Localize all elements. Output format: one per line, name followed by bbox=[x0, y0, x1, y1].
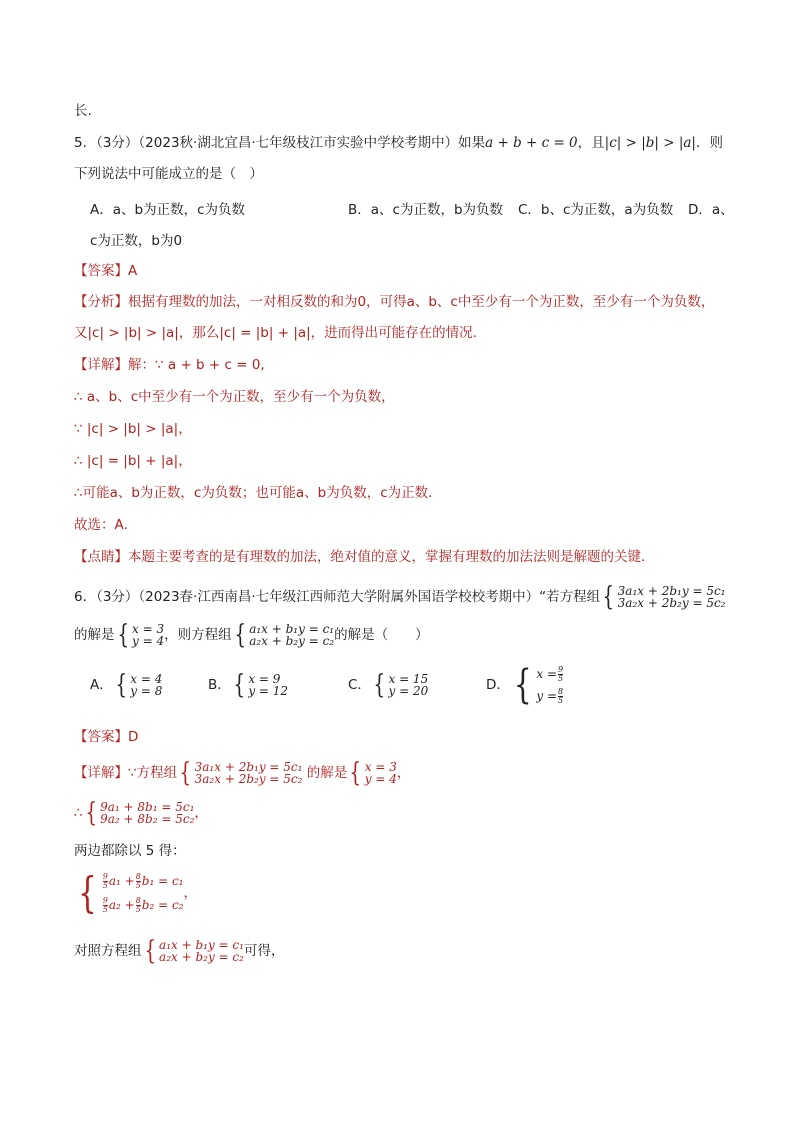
q5-option-c: C．b、c为正数，a为负数 bbox=[518, 202, 674, 218]
q6-answer bbox=[74, 728, 138, 746]
q6-option-d-y-frac bbox=[558, 688, 563, 705]
q5-analysis bbox=[74, 293, 714, 311]
q6-option-d-y-lhs: y = bbox=[536, 689, 558, 703]
q6-option-a bbox=[90, 668, 162, 702]
q5-option-b: B．a、c为正数，b为负数 bbox=[348, 202, 504, 218]
q6-step3-eq1 bbox=[102, 869, 184, 893]
detail-tag: 【详解】 bbox=[74, 357, 128, 373]
q5-comment-text: 本题主要考查的是有理数的加法，绝对值的意义，掌握有理数的加法法则是解题的关键． bbox=[128, 549, 655, 565]
q6-stem bbox=[74, 580, 725, 614]
q6-eq-b2: a₂x + b₂y = c₂ bbox=[249, 634, 335, 648]
brace-icon: { bbox=[85, 798, 97, 828]
eq-part: a₂ + bbox=[108, 898, 135, 912]
brace-icon: { bbox=[78, 868, 97, 917]
q6-eq-b1: a₁x + b₁y = c₁ bbox=[249, 622, 335, 636]
q6-given-solution bbox=[115, 622, 165, 648]
q6-stem-line2 bbox=[74, 618, 429, 652]
q5-comment bbox=[74, 548, 655, 566]
q6-detail bbox=[74, 756, 410, 790]
q6-option-d-x-lhs: x = bbox=[536, 667, 557, 681]
q5-analysis-line2: 又|c| > |b| > |a|，那么|c| = |b| + |a|，进而得出可能存在的情况． bbox=[74, 325, 487, 341]
q5-analysis-line1: 根据有理数的加法，一对相反数的和为0，可得a、b、c中至少有一个为正数，至少有一个为负数， bbox=[128, 294, 715, 310]
q6-detail-solx: x = 3 bbox=[364, 760, 397, 774]
frac bbox=[103, 873, 108, 890]
frac-num: 8 bbox=[558, 687, 564, 696]
frac bbox=[136, 873, 141, 890]
q6-line2a: 的解是 bbox=[74, 627, 115, 643]
q6-option-d bbox=[486, 660, 564, 710]
therefore-symbol: ∴ bbox=[74, 805, 83, 821]
q6-compare-eq2: a₂x + b₂y = c₂ bbox=[159, 950, 244, 964]
q5-mid: ，且 bbox=[577, 135, 605, 151]
q6-option-d-x bbox=[536, 663, 564, 685]
q6-detail-soly: y = 4 bbox=[364, 772, 397, 786]
eq-part: b₁ = c₁ bbox=[141, 874, 184, 888]
q5-cond1: a + b + c = 0 bbox=[485, 135, 578, 151]
frac-num: 8 bbox=[135, 896, 141, 905]
detail-tag: 【详解】 bbox=[74, 765, 128, 781]
frac-num: 9 bbox=[102, 872, 108, 881]
brace-icon: { bbox=[349, 758, 362, 788]
q6-eq-a2: 3a₂x + 2b₂y = 5c₂ bbox=[617, 596, 726, 610]
comment-tag: 【点睛】 bbox=[74, 549, 128, 565]
brace-icon: { bbox=[513, 662, 532, 708]
q6-step2-eq2: 9a₂ + 8b₂ = 5c₂ bbox=[100, 812, 195, 826]
q6-line2c: 的解是（ ） bbox=[334, 627, 429, 643]
brace-icon: { bbox=[234, 620, 246, 650]
q5-cond2: |c| > |b| > |a| bbox=[604, 135, 696, 151]
q6-option-d-x-frac bbox=[558, 666, 563, 683]
q6-compare bbox=[74, 934, 284, 968]
eq-part: a₁ + bbox=[108, 874, 135, 888]
brace-icon: { bbox=[233, 670, 245, 700]
q6-compare-end: 可得， bbox=[243, 943, 285, 959]
frac bbox=[136, 897, 141, 914]
brace-icon: { bbox=[179, 758, 192, 788]
prev-tail: 长. bbox=[74, 103, 92, 119]
frac bbox=[103, 897, 108, 914]
q6-compare-eq1: a₁x + b₁y = c₁ bbox=[159, 938, 244, 952]
q6-step3 bbox=[74, 868, 197, 918]
q6-option-d-y bbox=[536, 685, 564, 707]
q6-step3-comma: ， bbox=[183, 885, 197, 901]
q5-stem-text: 5．（3分）（2023秋·湖北宜昌·七年级枝江市实验中学校考期中）如果 bbox=[74, 135, 486, 151]
q6-detail-end: ， bbox=[396, 765, 411, 781]
q6-option-a-y: y = 8 bbox=[130, 684, 163, 698]
q6-step2-comma: ， bbox=[194, 805, 208, 821]
q5-detail bbox=[74, 356, 265, 374]
brace-icon: { bbox=[602, 582, 615, 612]
frac-den: 5 bbox=[102, 881, 108, 890]
q6-step2-eq1: 9a₁ + 8b₁ = 5c₁ bbox=[100, 800, 195, 814]
q5-answer bbox=[74, 262, 137, 280]
frac-den: 5 bbox=[558, 674, 564, 683]
frac-den: 5 bbox=[558, 696, 564, 705]
q6-option-b-label: B． bbox=[208, 677, 231, 693]
frac-den: 5 bbox=[102, 905, 108, 914]
answer-tag: 【答案】 bbox=[74, 729, 128, 745]
q6-line2b: ，则方程组 bbox=[164, 627, 232, 643]
q6-option-a-label: A． bbox=[90, 677, 113, 693]
q5-detail-line5: ∴可能a、b为正数，c为负数；也可能a、b为负数，c为正数． bbox=[74, 485, 442, 501]
q6-sol-y: y = 4 bbox=[132, 634, 165, 648]
frac-den: 5 bbox=[135, 881, 141, 890]
q6-eq-a1: 3a₁x + 2b₁y = 5c₁ bbox=[617, 584, 726, 598]
q6-detail-pre: ∵方程组 bbox=[128, 765, 178, 781]
q5-answer-value: A bbox=[128, 263, 138, 279]
q6-compare-pre: 对照方程组 bbox=[74, 943, 142, 959]
analysis-tag: 【分析】 bbox=[74, 294, 128, 310]
q6-divide: 两边都除以 5 得： bbox=[74, 843, 186, 859]
q5-option-a: A．a、b为正数，c为负数 bbox=[90, 202, 245, 218]
brace-icon: { bbox=[373, 670, 386, 700]
q5-choose: 故选：A． bbox=[74, 517, 138, 533]
q6-step3-eq2 bbox=[102, 893, 184, 917]
brace-icon: { bbox=[115, 670, 127, 700]
q6-answer-value: D bbox=[128, 729, 139, 745]
q6-detail-eq2: 3a₂x + 2b₂y = 5c₂ bbox=[194, 772, 303, 786]
q5-option-d: D．a、 bbox=[688, 202, 734, 218]
q6-detail-eq1: 3a₁x + 2b₁y = 5c₁ bbox=[194, 760, 303, 774]
q6-option-c-x: x = 15 bbox=[388, 672, 429, 686]
q6-option-c-label: C． bbox=[348, 677, 371, 693]
q6-sol-x: x = 3 bbox=[132, 622, 165, 636]
q5-stem-line2: 下列说法中可能成立的是（ ） bbox=[74, 166, 263, 182]
frac-num: 9 bbox=[102, 896, 108, 905]
answer-tag: 【答案】 bbox=[74, 263, 128, 279]
frac-den: 5 bbox=[135, 905, 141, 914]
q6-option-b bbox=[208, 668, 288, 702]
q6-option-b-x: x = 9 bbox=[248, 672, 281, 686]
q6-option-c bbox=[348, 668, 428, 702]
q6-option-b-y: y = 12 bbox=[248, 684, 289, 698]
brace-icon: { bbox=[116, 620, 129, 650]
q5-detail-line2: ∴ a、b、c中至少有一个为正数，至少有一个为负数， bbox=[74, 389, 395, 405]
q6-detail-mid: 的解是 bbox=[302, 765, 348, 781]
q5-detail-line1: 解：∵ a + b + c = 0, bbox=[128, 357, 265, 373]
q5-end: ．则 bbox=[696, 135, 723, 151]
frac-num: 9 bbox=[558, 665, 564, 674]
q6-option-c-y: y = 20 bbox=[388, 684, 429, 698]
q6-system-b bbox=[232, 622, 334, 648]
q5-stem bbox=[74, 134, 723, 152]
q6-option-d-label: D． bbox=[486, 677, 510, 693]
frac-num: 8 bbox=[135, 872, 141, 881]
q6-option-a-x: x = 4 bbox=[130, 672, 163, 686]
q5-detail-line4: ∴ |c| = |b| + |a|， bbox=[74, 453, 192, 469]
brace-icon: { bbox=[143, 936, 156, 966]
eq-part: b₂ = c₂ bbox=[141, 898, 184, 912]
q6-step2 bbox=[74, 796, 208, 830]
q5-option-d-cont: c为正数，b为0 bbox=[90, 233, 183, 249]
q6-stem-text: 6．（3分）（2023春·江西南昌·七年级江西师范大学附属外国语学校校考期中）“若方程组 bbox=[74, 589, 601, 605]
q5-detail-line3: ∵ |c| > |b| > |a|， bbox=[74, 421, 192, 437]
q6-system-a bbox=[600, 584, 725, 610]
